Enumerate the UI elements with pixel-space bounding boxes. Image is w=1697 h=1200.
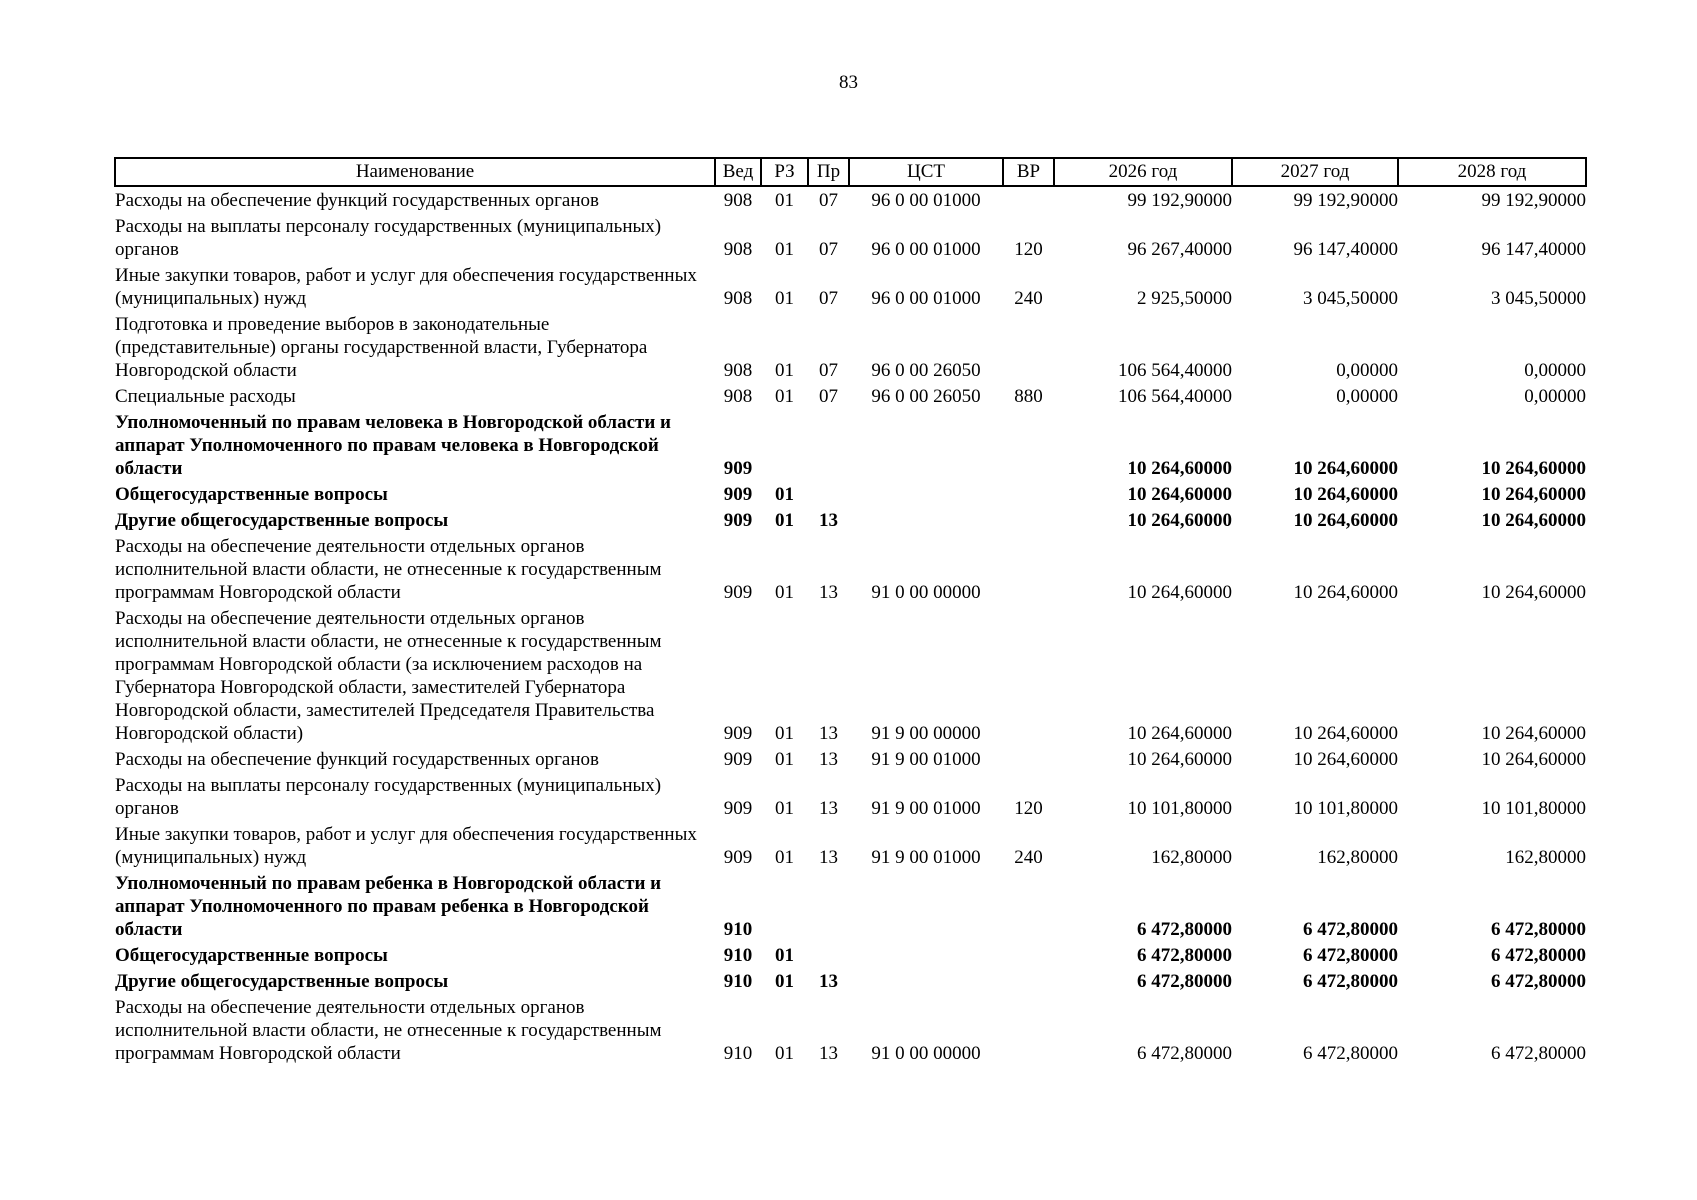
cell-pr: 13 (819, 1043, 838, 1064)
cell-rz: 01 (775, 847, 794, 868)
cell-rz: 01 (775, 510, 794, 531)
header-pr: Пр (808, 158, 849, 186)
cell-ved: 909 (723, 458, 753, 479)
table-row (115, 383, 1586, 409)
cell-pr: 07 (819, 190, 838, 211)
cell-rz: 01 (775, 288, 794, 309)
header-cst: ЦСТ (849, 158, 1003, 186)
cell-2027: 10 264,60000 (1293, 749, 1398, 770)
cell-cst: 91 9 00 00000 (871, 723, 981, 744)
cell-rz: 01 (775, 971, 794, 992)
cell-rz: 01 (775, 582, 794, 603)
cell-2028: 10 264,60000 (1481, 458, 1586, 479)
cell-cst: 91 0 00 00000 (871, 1043, 981, 1064)
cell-2026: 106 564,40000 (1118, 360, 1232, 381)
cell-name: Иные закупки товаров, работ и услуг для обеспечения государственных (муниципальных) нужд (115, 265, 697, 309)
cell-vr: 240 (1014, 847, 1043, 868)
cell-ved: 910 (723, 919, 753, 940)
cell-ved: 909 (723, 798, 753, 819)
cell-2027: 0,00000 (1336, 360, 1398, 381)
cell-vr (1003, 409, 1054, 481)
cell-cst (849, 481, 1003, 507)
cell-rz: 01 (775, 239, 794, 260)
cell-2028: 6 472,80000 (1491, 1043, 1586, 1064)
cell-name: Другие общегосударственные вопросы (115, 510, 449, 531)
cell-vr: 120 (1014, 798, 1043, 819)
cell-2026: 10 264,60000 (1127, 749, 1232, 770)
cell-2027: 10 264,60000 (1293, 458, 1398, 479)
cell-2028: 10 264,60000 (1481, 510, 1586, 531)
cell-rz (761, 409, 808, 481)
cell-2026: 2 925,50000 (1137, 288, 1232, 309)
cell-pr: 13 (819, 847, 838, 868)
cell-name: Подготовка и проведение выборов в законодательные (представительные) органы государственной власти, Губернатора Новгородской области (115, 314, 648, 381)
cell-2028: 10 264,60000 (1481, 484, 1586, 505)
cell-pr: 13 (819, 723, 838, 744)
cell-vr: 120 (1014, 239, 1043, 260)
header-vr: ВР (1003, 158, 1054, 186)
cell-cst (849, 942, 1003, 968)
cell-pr: 13 (819, 582, 838, 603)
table-row (115, 409, 1586, 481)
cell-2027: 162,80000 (1317, 847, 1398, 868)
cell-cst (849, 968, 1003, 994)
cell-vr (1003, 942, 1054, 968)
table-row (115, 481, 1586, 507)
table-row (115, 870, 1586, 942)
table-row (115, 605, 1586, 746)
table-header (115, 158, 1586, 186)
cell-2027: 10 264,60000 (1293, 484, 1398, 505)
cell-2026: 6 472,80000 (1137, 945, 1232, 966)
cell-cst: 91 0 00 00000 (871, 582, 981, 603)
cell-vr (1003, 481, 1054, 507)
cell-rz: 01 (775, 723, 794, 744)
cell-name: Другие общегосударственные вопросы (115, 971, 449, 992)
cell-name: Расходы на обеспечение деятельности отдельных органов исполнительной власти области, не отнесенные к государственным программам Новгородской области (за исключением расходов на Губернатора Новгородской области, заместителей Губернатора Новгородской области, заместителей Председателя Правительства Новгородской области) (115, 608, 662, 744)
cell-rz (761, 870, 808, 942)
cell-pr: 13 (819, 798, 838, 819)
cell-ved: 909 (723, 749, 753, 770)
table-body (115, 186, 1586, 1066)
cell-2028: 0,00000 (1524, 360, 1586, 381)
cell-2028: 10 264,60000 (1481, 582, 1586, 603)
cell-ved: 909 (723, 484, 753, 505)
cell-pr: 07 (819, 360, 838, 381)
cell-2026: 10 264,60000 (1127, 484, 1232, 505)
header-2028: 2028 год (1398, 158, 1586, 186)
cell-ved: 909 (723, 723, 753, 744)
cell-vr: 880 (1014, 386, 1043, 407)
cell-cst: 96 0 00 01000 (871, 288, 981, 309)
cell-2028: 96 147,40000 (1481, 239, 1586, 260)
cell-2026: 99 192,90000 (1127, 190, 1232, 211)
cell-ved: 909 (723, 847, 753, 868)
cell-cst (849, 507, 1003, 533)
cell-2026: 96 267,40000 (1127, 239, 1232, 260)
cell-pr: 07 (819, 239, 838, 260)
cell-name: Расходы на обеспечение функций государственных органов (115, 749, 599, 770)
cell-vr (1003, 968, 1054, 994)
cell-pr: 07 (819, 386, 838, 407)
page-number: 83 (839, 72, 858, 93)
cell-2026: 10 101,80000 (1127, 798, 1232, 819)
cell-name: Расходы на выплаты персоналу государственных (муниципальных) органов (115, 775, 662, 819)
cell-cst (849, 870, 1003, 942)
table-row (115, 507, 1586, 533)
cell-2027: 10 264,60000 (1293, 723, 1398, 744)
cell-vr (1003, 605, 1054, 746)
cell-rz: 01 (775, 798, 794, 819)
cell-rz: 01 (775, 945, 794, 966)
cell-pr (808, 481, 849, 507)
cell-name: Расходы на обеспечение деятельности отдельных органов исполнительной власти области, не отнесенные к государственным программам Новгородской области (115, 997, 662, 1064)
cell-name: Уполномоченный по правам ребенка в Новгородской области и аппарат Уполномоченного по правам ребенка в Новгородской области (115, 873, 662, 940)
cell-rz: 01 (775, 484, 794, 505)
cell-name: Специальные расходы (115, 386, 296, 407)
cell-2027: 6 472,80000 (1303, 919, 1398, 940)
cell-cst: 96 0 00 01000 (871, 190, 981, 211)
budget-table (114, 157, 1587, 1066)
cell-name: Общегосударственные вопросы (115, 484, 388, 505)
cell-2026: 6 472,80000 (1137, 919, 1232, 940)
header-2027: 2027 год (1232, 158, 1398, 186)
header-name: Наименование (115, 158, 715, 186)
cell-rz: 01 (775, 1043, 794, 1064)
cell-2027: 3 045,50000 (1303, 288, 1398, 309)
cell-rz: 01 (775, 386, 794, 407)
cell-2027: 99 192,90000 (1293, 190, 1398, 211)
cell-name: Иные закупки товаров, работ и услуг для обеспечения государственных (муниципальных) нужд (115, 824, 697, 868)
cell-2026: 162,80000 (1151, 847, 1232, 868)
cell-2026: 106 564,40000 (1118, 386, 1232, 407)
cell-2027: 0,00000 (1336, 386, 1398, 407)
cell-vr (1003, 507, 1054, 533)
cell-ved: 910 (723, 1043, 753, 1064)
table-row (115, 746, 1586, 772)
cell-ved: 908 (723, 386, 753, 407)
table-row (115, 311, 1586, 383)
cell-vr (1003, 994, 1054, 1066)
cell-cst: 91 9 00 01000 (871, 749, 981, 770)
table-row (115, 213, 1586, 262)
cell-pr (808, 870, 849, 942)
cell-rz: 01 (775, 360, 794, 381)
cell-pr (808, 942, 849, 968)
cell-2027: 96 147,40000 (1293, 239, 1398, 260)
cell-pr: 13 (819, 510, 838, 531)
cell-pr: 07 (819, 288, 838, 309)
table-row (115, 968, 1586, 994)
cell-ved: 908 (723, 360, 753, 381)
cell-name: Расходы на обеспечение деятельности отдельных органов исполнительной власти области, не отнесенные к государственным программам Новгородской области (115, 536, 662, 603)
cell-cst: 91 9 00 01000 (871, 798, 981, 819)
cell-vr (1003, 746, 1054, 772)
cell-ved: 910 (723, 945, 753, 966)
cell-vr (1003, 870, 1054, 942)
cell-ved: 909 (723, 510, 753, 531)
cell-cst: 96 0 00 01000 (871, 239, 981, 260)
cell-name: Расходы на обеспечение функций государственных органов (115, 190, 599, 211)
cell-name: Расходы на выплаты персоналу государственных (муниципальных) органов (115, 216, 662, 260)
cell-cst: 96 0 00 26050 (871, 386, 981, 407)
cell-2027: 6 472,80000 (1303, 971, 1398, 992)
cell-vr (1003, 186, 1054, 213)
header-rz: РЗ (761, 158, 808, 186)
table-row (115, 942, 1586, 968)
cell-ved: 908 (723, 288, 753, 309)
table-row (115, 262, 1586, 311)
cell-2026: 10 264,60000 (1127, 510, 1232, 531)
cell-2028: 10 101,80000 (1481, 798, 1586, 819)
cell-ved: 909 (723, 582, 753, 603)
cell-pr (808, 409, 849, 481)
cell-cst (849, 409, 1003, 481)
cell-ved: 908 (723, 239, 753, 260)
cell-2026: 6 472,80000 (1137, 1043, 1232, 1064)
cell-2028: 99 192,90000 (1481, 190, 1586, 211)
table-row (115, 821, 1586, 870)
cell-2028: 10 264,60000 (1481, 723, 1586, 744)
cell-2028: 10 264,60000 (1481, 749, 1586, 770)
cell-cst: 96 0 00 26050 (871, 360, 981, 381)
cell-2027: 6 472,80000 (1303, 1043, 1398, 1064)
cell-vr (1003, 311, 1054, 383)
cell-2027: 10 264,60000 (1293, 582, 1398, 603)
cell-vr: 240 (1014, 288, 1043, 309)
cell-2026: 10 264,60000 (1127, 723, 1232, 744)
cell-2028: 6 472,80000 (1491, 919, 1586, 940)
cell-rz: 01 (775, 749, 794, 770)
cell-2027: 10 264,60000 (1293, 510, 1398, 531)
cell-2027: 10 101,80000 (1293, 798, 1398, 819)
table-row (115, 533, 1586, 605)
table-row (115, 772, 1586, 821)
cell-2027: 6 472,80000 (1303, 945, 1398, 966)
cell-vr (1003, 533, 1054, 605)
table-row (115, 186, 1586, 213)
cell-2026: 10 264,60000 (1127, 458, 1232, 479)
cell-pr: 13 (819, 749, 838, 770)
cell-2028: 162,80000 (1505, 847, 1586, 868)
header-ved: Вед (715, 158, 761, 186)
cell-ved: 910 (723, 971, 753, 992)
cell-ved: 908 (723, 190, 753, 211)
cell-name: Уполномоченный по правам человека в Новгородской области и аппарат Уполномоченного по правам человека в Новгородской области (115, 412, 671, 479)
cell-2028: 3 045,50000 (1491, 288, 1586, 309)
cell-name: Общегосударственные вопросы (115, 945, 388, 966)
cell-2028: 0,00000 (1524, 386, 1586, 407)
cell-2026: 6 472,80000 (1137, 971, 1232, 992)
cell-pr: 13 (819, 971, 838, 992)
header-row (115, 158, 1586, 186)
header-2026: 2026 год (1054, 158, 1232, 186)
cell-cst: 91 9 00 01000 (871, 847, 981, 868)
cell-2028: 6 472,80000 (1491, 971, 1586, 992)
cell-2028: 6 472,80000 (1491, 945, 1586, 966)
cell-rz: 01 (775, 190, 794, 211)
cell-2026: 10 264,60000 (1127, 582, 1232, 603)
table-row (115, 994, 1586, 1066)
